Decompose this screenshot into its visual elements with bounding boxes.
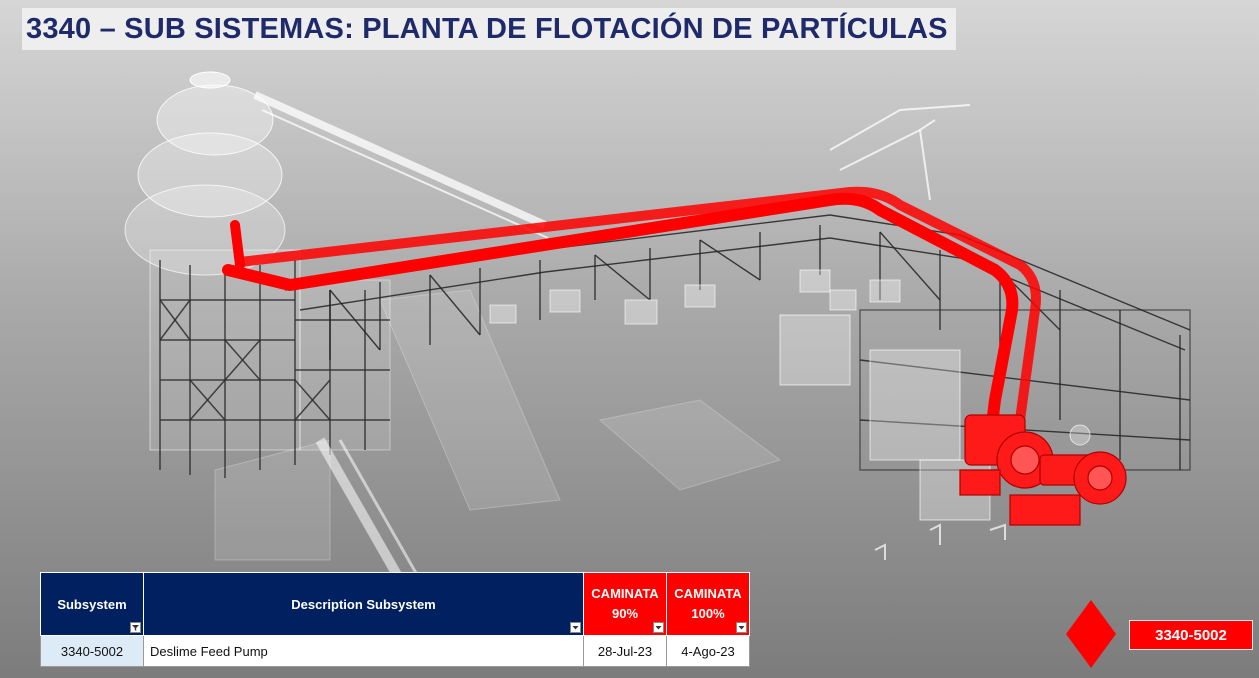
subsystem-table <box>40 572 750 667</box>
header-caminata-100 <box>667 573 750 636</box>
filter-dropdown-icon[interactable] <box>130 622 141 633</box>
header-description <box>144 573 584 636</box>
cell-caminata-100: 4-Ago-23 <box>667 636 750 667</box>
filter-dropdown-icon[interactable] <box>736 622 747 633</box>
header-caminata-90-line1: CAMINATA <box>591 586 659 601</box>
cell-description: Deslime Feed Pump <box>144 636 584 667</box>
logo-diamond-icon <box>1066 600 1116 668</box>
title-banner <box>22 8 956 50</box>
filter-dropdown-icon[interactable] <box>570 622 581 633</box>
header-caminata-100-line2: 100% <box>691 606 725 621</box>
table-row <box>41 636 750 667</box>
page-title: 3340 – SUB SISTEMAS: PLANTA DE FLOTACIÓN DE PARTÍCULAS <box>26 12 948 45</box>
header-caminata-90 <box>584 573 667 636</box>
header-subsystem-label: Subsystem <box>57 596 127 612</box>
header-caminata-100-line1: CAMINATA <box>674 586 742 601</box>
cell-subsystem-id: 3340-5002 <box>41 636 144 667</box>
filter-dropdown-icon[interactable] <box>653 622 664 633</box>
cell-caminata-90: 28-Jul-23 <box>584 636 667 667</box>
header-description-label: Description Subsystem <box>291 596 436 612</box>
header-subsystem <box>41 573 144 636</box>
subsystem-badge: 3340-5002 <box>1129 620 1253 650</box>
header-caminata-90-line2: 90% <box>611 606 639 621</box>
